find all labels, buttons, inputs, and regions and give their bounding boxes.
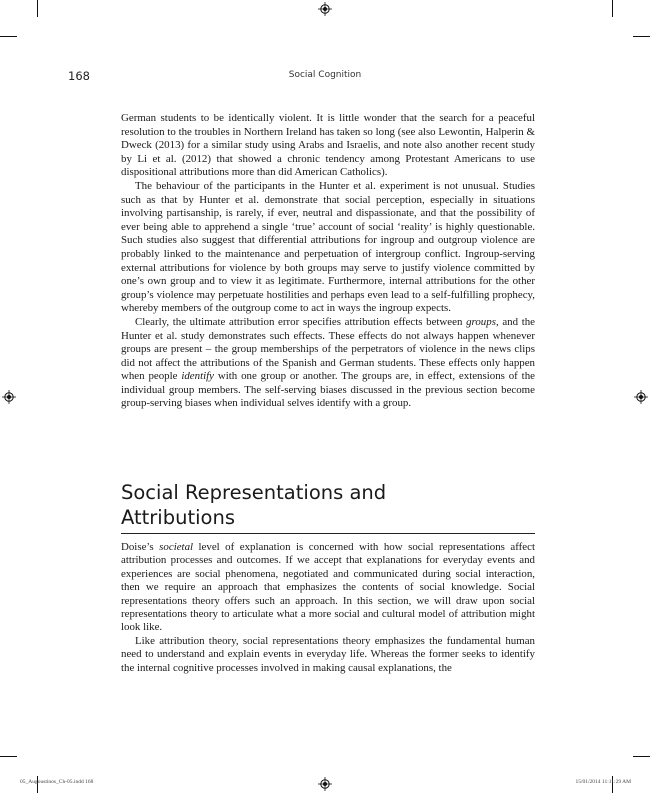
registration-mark-top-icon bbox=[318, 2, 332, 16]
registration-mark-right-icon bbox=[634, 390, 648, 404]
emphasis-societal: societal bbox=[159, 541, 194, 553]
emphasis-groups: groups bbox=[466, 315, 496, 328]
running-head: Social Cognition bbox=[288, 70, 362, 80]
page-header bbox=[0, 69, 650, 83]
paragraph-1: German students to be identically violent. It is little wonder that the search for a peaceful resolution to the troubles in Northern Ireland has taken so long (see also Lewontin, Halperin & Dweck (2013) for a similar study using Arabs and Israelis, and note also another recent study by Li et al. (2012) that showed a chronic tendency among Protestant Americans to use dispositional attributions more than did American Catholics). bbox=[121, 112, 535, 179]
crop-mark-top-right-vertical bbox=[612, 0, 613, 17]
body-text bbox=[121, 112, 535, 411]
footer-timestamp: 15/01/2014 11:11:29 AM bbox=[575, 779, 631, 785]
page-number: 168 bbox=[68, 69, 90, 83]
crop-mark-top-right-horizontal bbox=[633, 36, 650, 37]
section-heading bbox=[121, 480, 535, 534]
section-text bbox=[121, 541, 535, 675]
section-title: Social Representations and Attributions bbox=[121, 480, 535, 534]
section-paragraph-2: Like attribution theory, social representations theory emphasizes the fundamental human need to understand and explain events in everyday life. Whereas the former seeks to identify the internal cognitive processes involved in making causal explanations, the bbox=[121, 634, 535, 674]
crop-mark-top-left-vertical bbox=[37, 0, 38, 17]
registration-mark-left-icon bbox=[2, 390, 16, 404]
print-footer bbox=[0, 779, 650, 789]
crop-mark-bottom-right-horizontal bbox=[633, 756, 650, 757]
paragraph-2: The behaviour of the participants in the Hunter et al. experiment is not unusual. Studies such as that by Hunter et al. demonstrate that social perception, especially in situations involving partisanship, is rarely, if ever, neutral and dispassionate, and that the possibility of ever being able to apprehend a single ‘true’ account of social ‘reality’ is highly questionable. Such studies also suggest that differential attributions for ingroup and outgroup violence are probably linked to the maintenance and perpetuation of intergroup conflict. Ingroup-serving external attributions for violence by both groups may serve to justify violence committed by one’s own group and to view it as legitimate. Furthermore, internal attributions for the other group’s violence may perpetuate hostilities and perhaps even lead to a self-fulfilling prophecy, whereby members of the outgroup come to act in ways the ingroup expects. bbox=[121, 179, 535, 315]
section-paragraph-1: Doise’s societal level of explanation is concerned with how social representations affect attribution processes and outcomes. If we accept that explanations for everyday events and experiences are social phenomena, negotiated and communicated during social interaction, then we require an approach that emphasizes the contents of social knowledge. Social representations theory offers such an approach. In this section, we will draw upon social representations theory to articulate what a more social and cultural model of attribution might look like. bbox=[121, 541, 535, 634]
crop-mark-bottom-left-horizontal bbox=[0, 756, 17, 757]
crop-mark-top-left-horizontal bbox=[0, 36, 17, 37]
paragraph-3: Clearly, the ultimate attribution error specifies attribution effects between groups, and the Hunter et al. study demonstrates such effects. These effects do not always happen whenever groups are present – the group memberships of the perpetrators of violence in the news clips did not affect the attributions of the Spanish and German students. These effects only happen when people identify with one group or another. The groups are, in effect, extensions of the individual group members. The self-serving biases discussed in the previous section become group-serving biases when individual selves identify with a group. bbox=[121, 315, 536, 410]
footer-filename: 05_Augoustinos_Ch-05.indd 168 bbox=[20, 779, 94, 785]
emphasis-identify: identify bbox=[181, 370, 214, 383]
